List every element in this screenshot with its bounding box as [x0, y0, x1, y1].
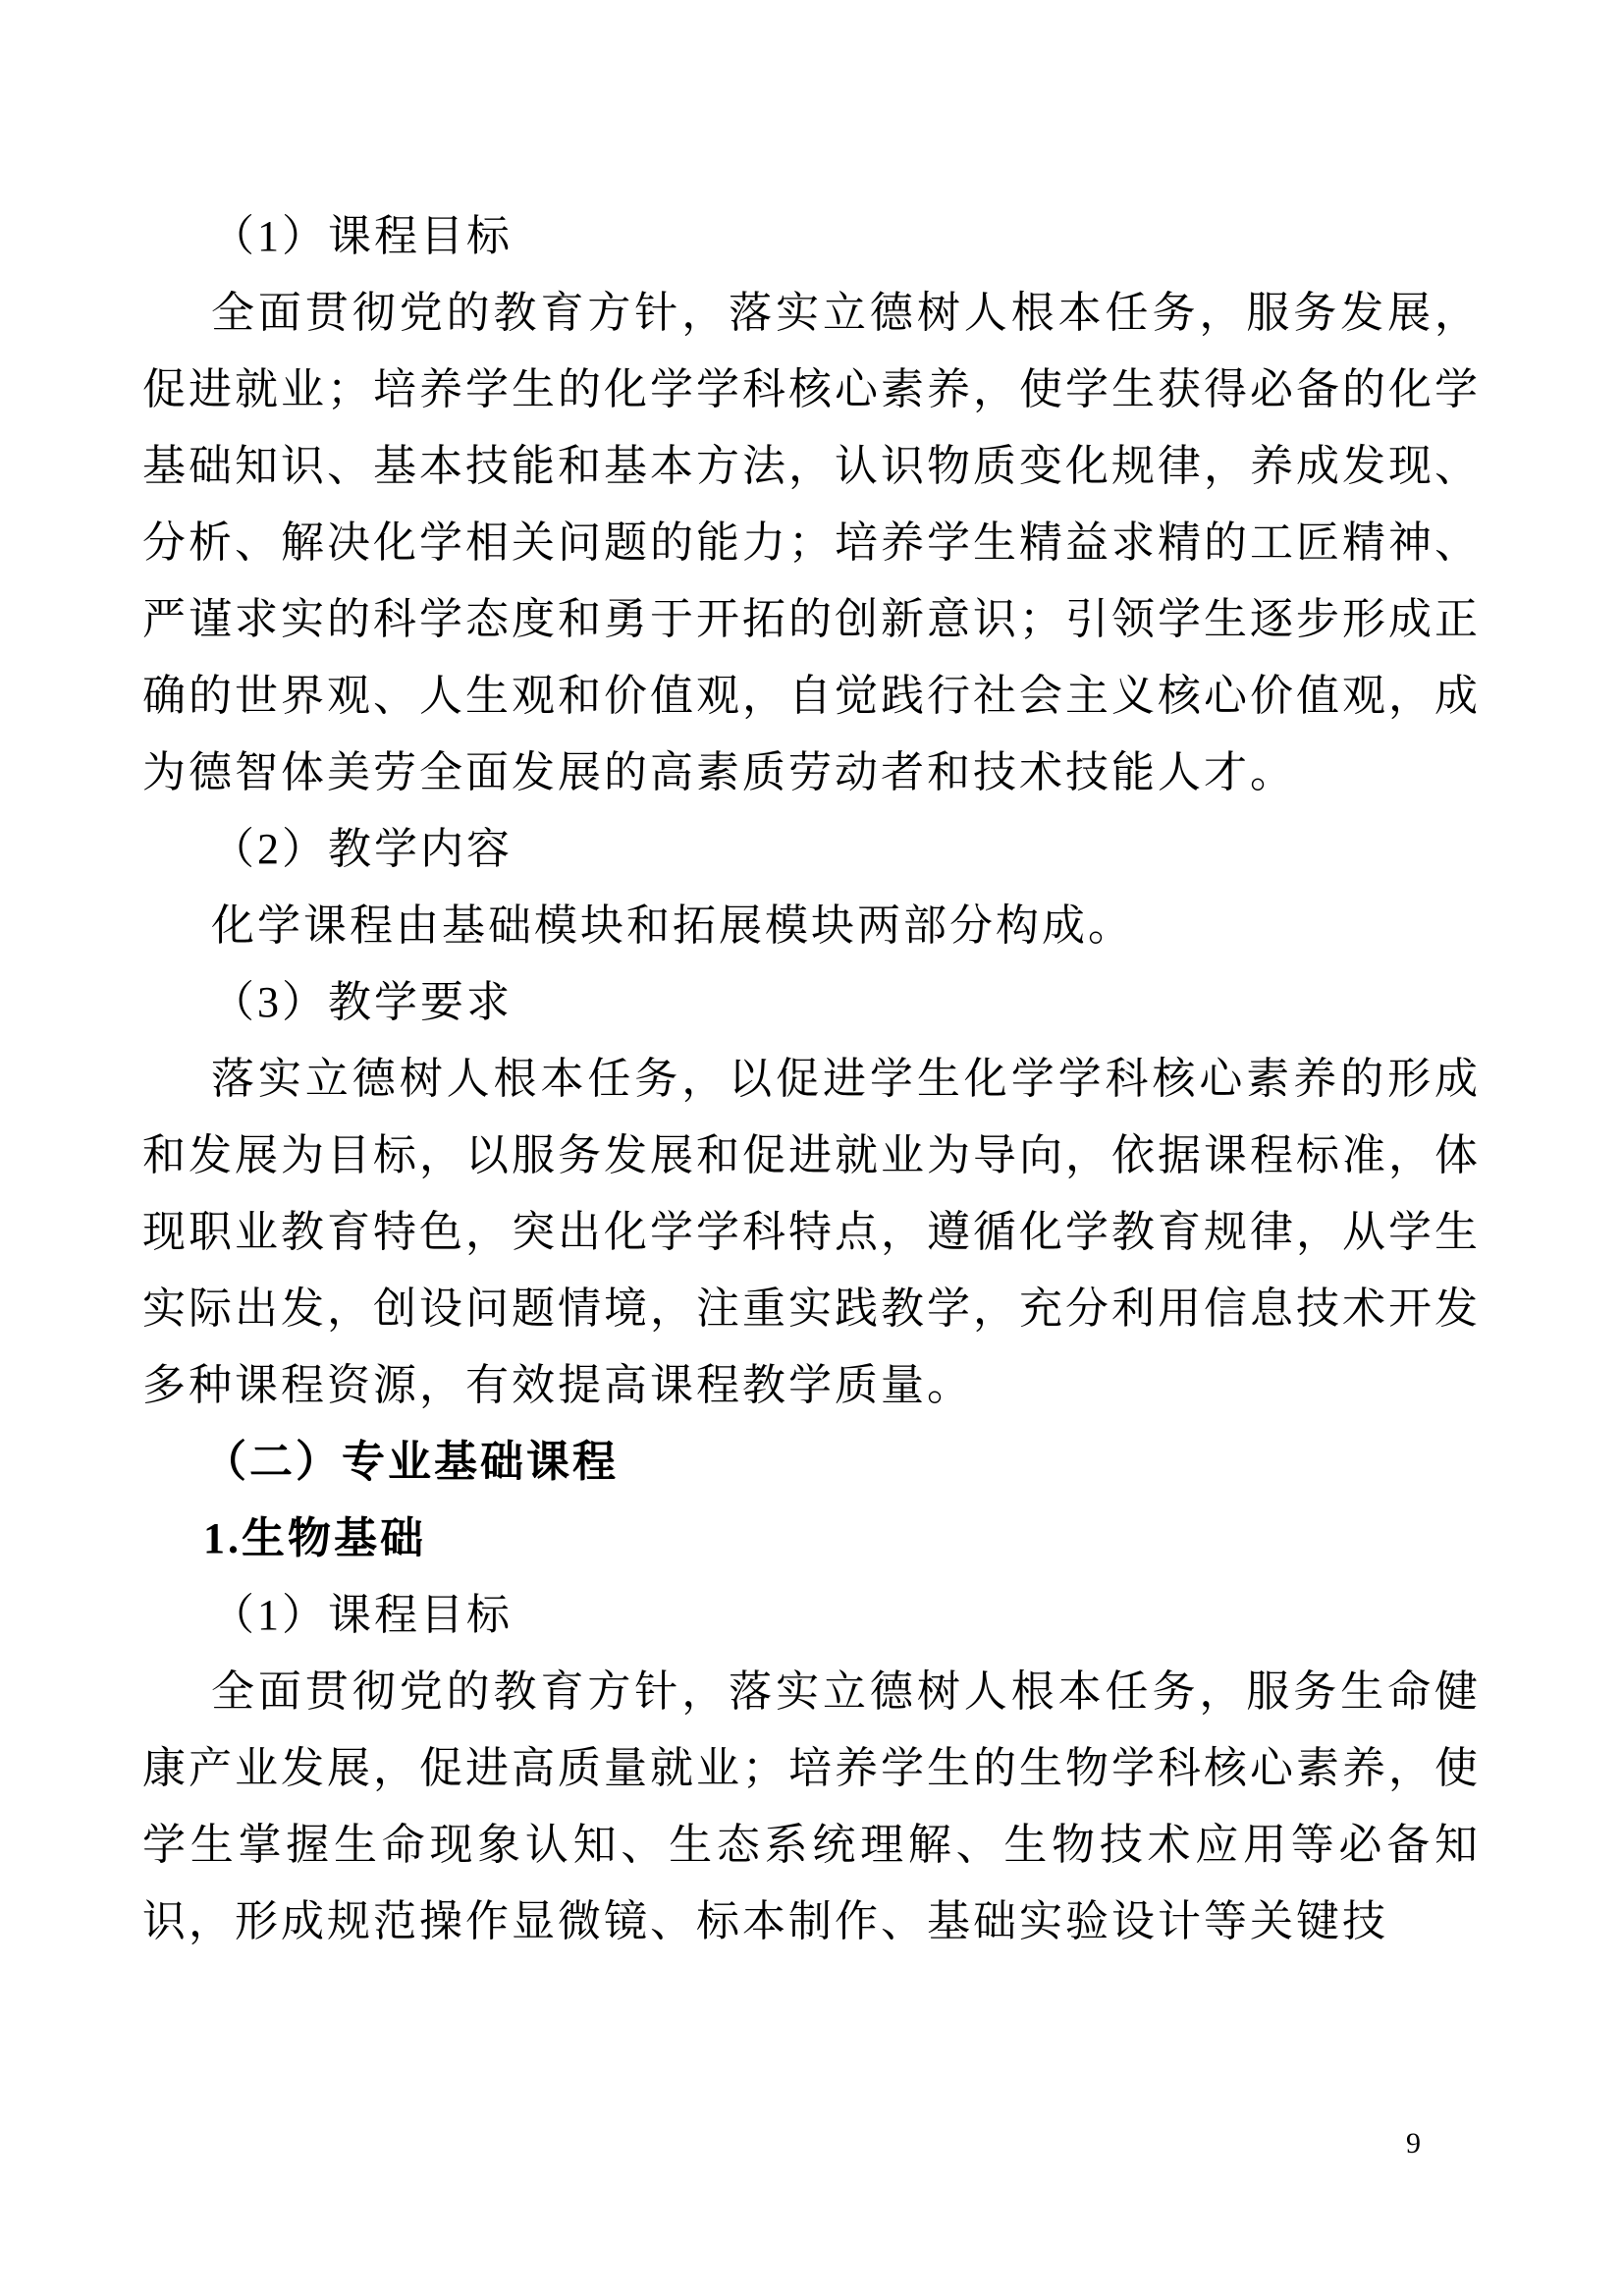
document-body [142, 198, 1481, 1960]
heading-teaching-content: （2）教学内容 [211, 825, 513, 873]
page-number: 9 [1406, 2127, 1421, 2159]
paragraph-biology-course-objectives: 全面贯彻党的教育方针，落实立德树人根本任务，服务生命健康产业发展，促进高质量就业；培养学生的生物学科核心素养，使学生掌握生命现象认知、生态系统理解、生物技术应用等必备知识，形成规范操作显微镜、标本制作、基础实验设计等关键技 [142, 1667, 1481, 1945]
heading-section-specialized-basic-courses: （二）专业基础课程 [203, 1438, 619, 1486]
heading-biology-basics: 1.生物基础 [203, 1514, 426, 1562]
heading-course-objectives-biology: （1）课程目标 [211, 1591, 513, 1639]
paragraph-teaching-requirements: 落实立德树人根本任务，以促进学生化学学科核心素养的形成和发展为目标，以服务发展和促进就业为导向，依据课程标准，体现职业教育特色，突出化学学科特点，遵循化学教育规律，从学生实际出发，创设问题情境，注重实践教学，充分利用信息技术开发多种课程资源，有效提高课程教学质量。 [142, 1055, 1481, 1409]
heading-course-objectives-chemistry: （1）课程目标 [211, 212, 513, 260]
paragraph-chemistry-course-objectives: 全面贯彻党的教育方针，落实立德树人根本任务，服务发展，促进就业；培养学生的化学学科核心素养，使学生获得必备的化学基础知识、基本技能和基本方法，认识物质变化规律，养成发现、分析、解决化学相关问题的能力；培养学生精益求精的工匠精神、严谨求实的科学态度和勇于开拓的创新意识；引领学生逐步形成正确的世界观、人生观和价值观，自觉践行社会主义核心价值观，成为德智体美劳全面发展的高素质劳动者和技术技能人才。 [142, 289, 1481, 796]
paragraph-teaching-content: 化学课程由基础模块和拓展模块两部分构成。 [211, 902, 1134, 950]
heading-teaching-requirements: （3）教学要求 [211, 978, 513, 1026]
